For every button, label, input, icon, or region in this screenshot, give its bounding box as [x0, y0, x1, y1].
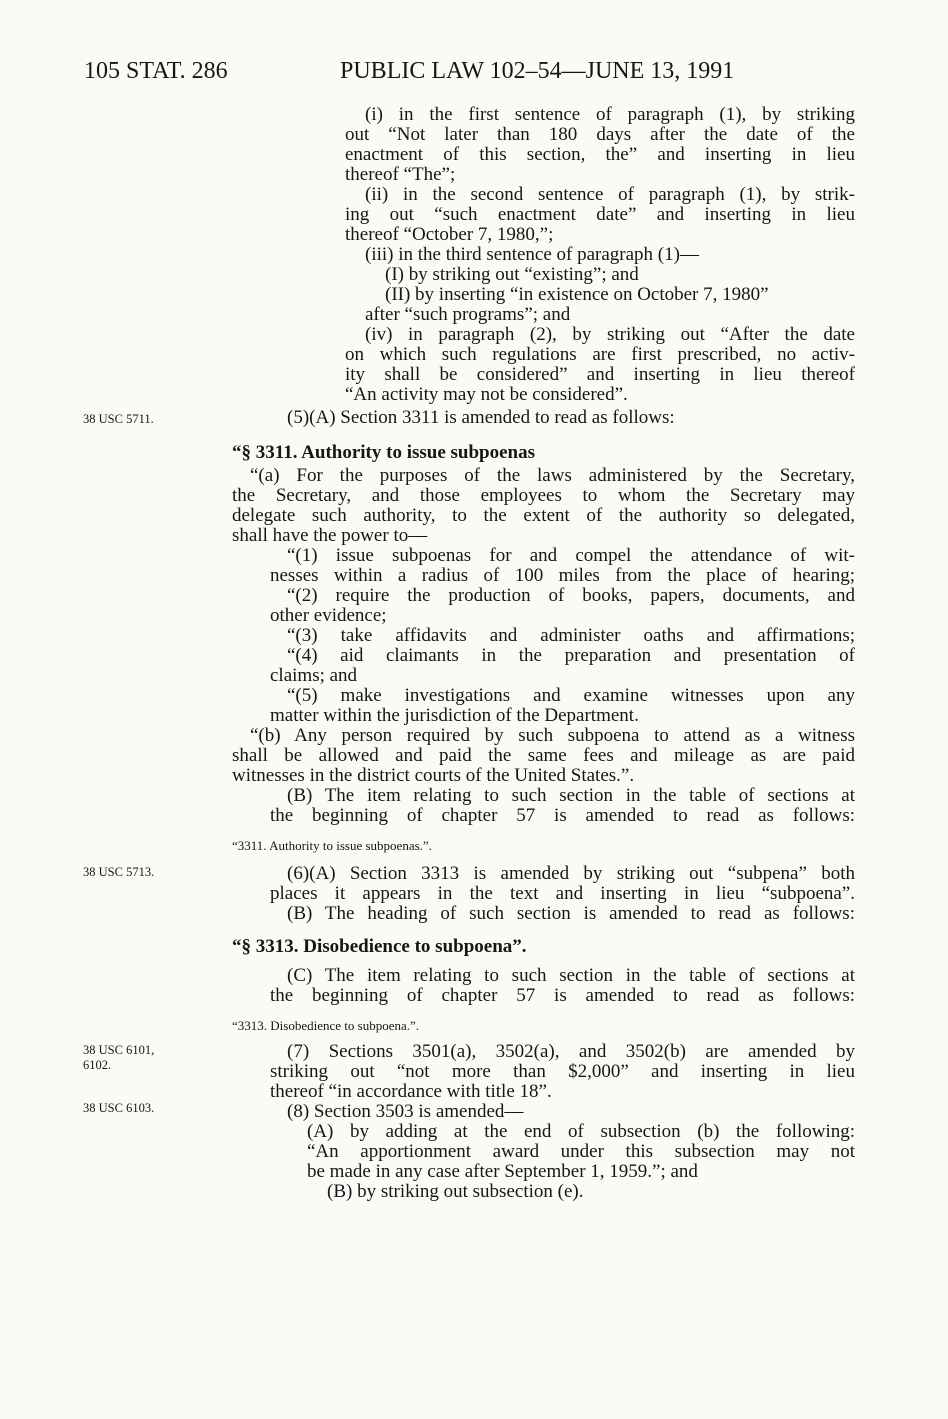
text-line: thereof “October 7, 1980,”; — [345, 224, 554, 245]
text-line: (A) by adding at the end of subsection (b) the following: — [307, 1121, 855, 1142]
text-line: the Secretary, and those employees to whom the Secretary may — [232, 485, 855, 506]
margin-note-38-usc-5713: 38 USC 5713. — [83, 865, 155, 879]
text-line: ing out “such enactment date” and inserting in lieu — [345, 204, 855, 225]
text-line: claims; and — [270, 665, 358, 686]
text-line: nesses within a radius of 100 miles from the place of hearing; — [270, 565, 855, 586]
margin-note-38-usc-6101: 38 USC 6101, — [83, 1043, 155, 1057]
stat-page-number: 105 STAT. 286 — [84, 58, 228, 84]
text-line: matter within the jurisdiction of the Department. — [270, 705, 639, 726]
margin-note-6102: 6102. — [83, 1058, 112, 1072]
text-line: (iv) in paragraph (2), by striking out “After the date — [365, 324, 855, 345]
text-line: ity shall be considered” and inserting in lieu thereof — [345, 364, 855, 385]
text-line: (7) Sections 3501(a), 3502(a), and 3502(b) are amended by — [287, 1041, 855, 1062]
text-line: (8) Section 3503 is amended— — [287, 1101, 524, 1122]
text-line: “(2) require the production of books, papers, documents, and — [287, 585, 855, 606]
text-line: “(3) take affidavits and administer oaths and affirmations; — [287, 625, 855, 646]
text-line: (II) by inserting “in existence on October 7, 1980” — [385, 284, 769, 305]
text-line: (B) The heading of such section is amended to read as follows: — [287, 903, 855, 924]
law-title: PUBLIC LAW 102–54—JUNE 13, 1991 — [340, 58, 735, 84]
section-heading-3311: “§ 3311. Authority to issue subpoenas — [232, 442, 536, 463]
text-line: on which such regulations are first prescribed, no activ- — [345, 344, 855, 365]
text-line: places it appears in the text and inserting in lieu “subpoena”. — [270, 883, 855, 904]
text-line: enactment of this section, the” and inserting in lieu — [345, 144, 855, 165]
text-line: witnesses in the district courts of the United States.”. — [232, 765, 635, 786]
text-line: striking out “not more than $2,000” and inserting in lieu — [270, 1061, 855, 1082]
text-line: shall be allowed and paid the same fees and mileage as are paid — [232, 745, 855, 766]
text-line: (B) by striking out subsection (e). — [327, 1181, 584, 1202]
table-item-3313: “3313. Disobedience to subpoena.”. — [232, 1018, 420, 1033]
table-item-3311: “3311. Authority to issue subpoenas.”. — [232, 838, 432, 853]
text-line: delegate such authority, to the extent of the authority so delegated, — [232, 505, 855, 526]
text-line: shall have the power to— — [232, 525, 428, 546]
text-line: (ii) in the second sentence of paragraph (1), by strik- — [365, 184, 855, 205]
margin-note-38-usc-6103: 38 USC 6103. — [83, 1101, 155, 1115]
section-heading-3313: “§ 3313. Disobedience to subpoena”. — [232, 936, 527, 957]
text-line: “(4) aid claimants in the preparation and presentation of — [287, 645, 855, 666]
text-line: (iii) in the third sentence of paragraph (1)— — [365, 244, 699, 265]
text-line: (B) The item relating to such section in the table of sections at — [287, 785, 855, 806]
text-line: (I) by striking out “existing”; and — [385, 264, 639, 285]
margin-note-38-usc-5711: 38 USC 5711. — [83, 412, 154, 426]
text-line: “An activity may not be considered”. — [345, 384, 628, 405]
text-line: (C) The item relating to such section in the table of sections at — [287, 965, 855, 986]
text-line: “(1) issue subpoenas for and compel the attendance of wit- — [287, 545, 855, 566]
text-line: “(b) Any person required by such subpoena to attend as a witness — [250, 725, 855, 746]
text-line: (6)(A) Section 3313 is amended by striking out “subpena” both — [287, 863, 855, 884]
text-line: (i) in the first sentence of paragraph (1), by striking — [365, 104, 855, 125]
text-line: the beginning of chapter 57 is amended to read as follows: — [270, 805, 855, 826]
text-line: “(a) For the purposes of the laws administered by the Secretary, — [250, 465, 855, 486]
text-line: the beginning of chapter 57 is amended to read as follows: — [270, 985, 855, 1006]
text-line: after “such programs”; and — [365, 304, 571, 325]
text-line: thereof “The”; — [345, 164, 456, 185]
text-line: other evidence; — [270, 605, 387, 626]
text-line: “(5) make investigations and examine witnesses upon any — [287, 685, 855, 706]
text-line: (5)(A) Section 3311 is amended to read as follows: — [287, 407, 675, 428]
text-line: thereof “in accordance with title 18”. — [270, 1081, 552, 1102]
text-line: be made in any case after September 1, 1959.”; and — [307, 1161, 698, 1182]
text-line: out “Not later than 180 days after the date of the — [345, 124, 855, 145]
text-line: “An apportionment award under this subsection may not — [307, 1141, 855, 1162]
